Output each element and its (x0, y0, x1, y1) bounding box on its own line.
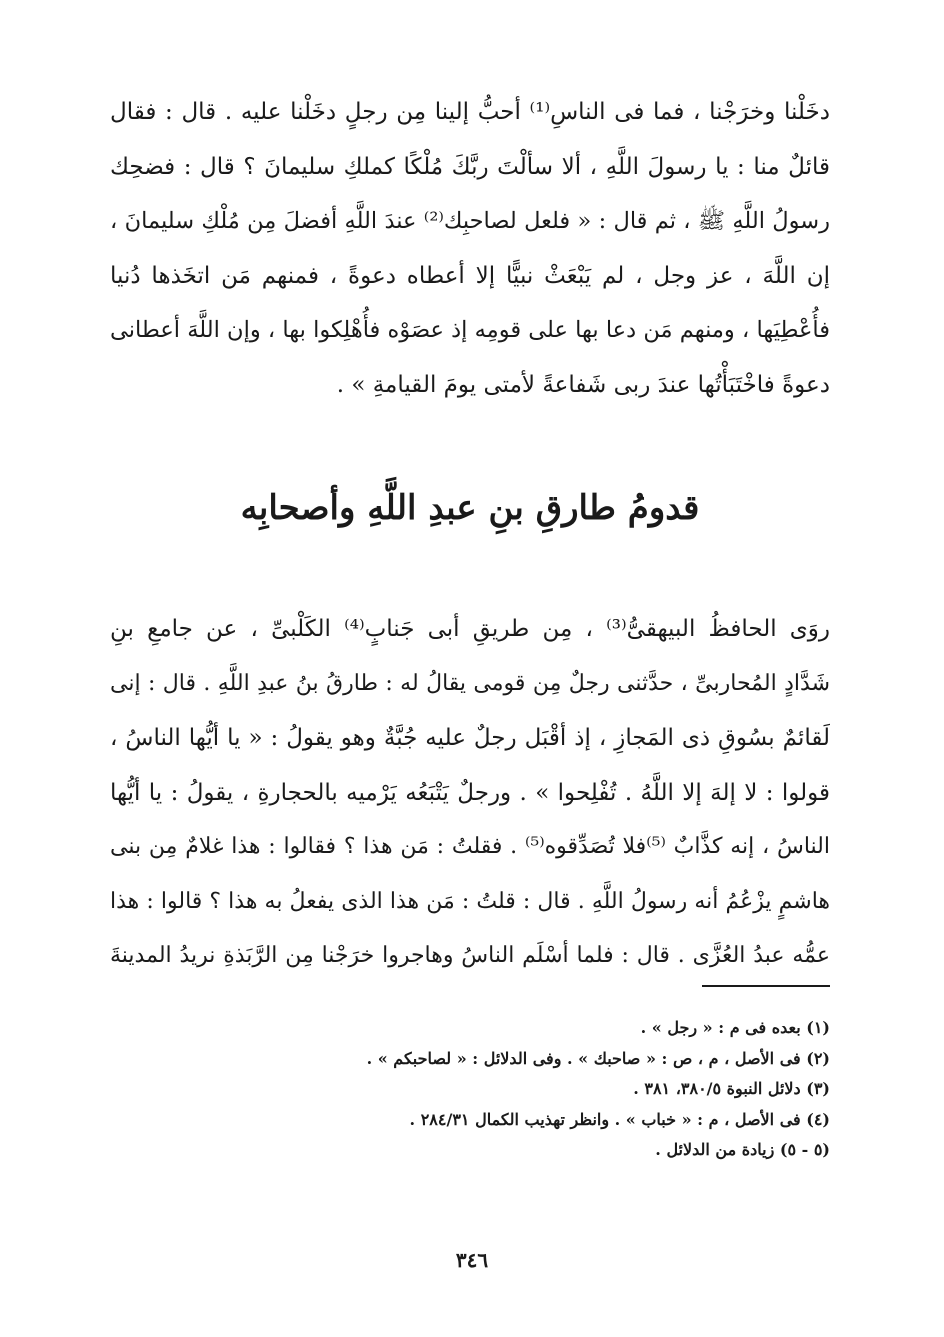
paragraph-bottom (110, 602, 830, 984)
paragraph-top (110, 85, 830, 412)
footnote: (٢) فى الأصل ، م ، ص : « صاحبك » . وفى الدلائل : « لصاحبكم » . (366, 1048, 830, 1068)
footnote-separator (702, 985, 830, 987)
text-line: عمُّه عبدُ العُزَّى . قال : فلما أسْلَم الناسُ وهاجروا خرَجْنا مِن الرَّبَذةِ نريدُ المدينةَ (110, 943, 830, 968)
footnote: (٤) فى الأصل ، م : « خباب » . وانظر تهذيب الكمال ٢٨٤/٣١ . (409, 1109, 830, 1129)
text-line: قولوا : لا إلهَ إلا اللَّهُ . تُفْلِحوا » . ورجلٌ يَتْبَعُه يَرْميه بالحجارةِ ، يقولُ : يا أيُّها (110, 779, 830, 806)
text-line: لَقائمٌ بسُوقِ ذى المَجازِ ، إذ أقْبَل رجلٌ عليه جُبَّةٌ وهو يقولُ : « يا أيُّها الناسُ ، (110, 725, 830, 751)
text-line: دعوةً فاخْتَبَأْتُها عندَ ربى شَفاعةً لأمتى يومَ القيامةِ » . (336, 371, 830, 398)
text-line: إن اللَّهَ ، عز وجل ، لم يَبْعَثْ نبيًّا إلا أعطاه دعوةً ، فمنهم مَن اتخَذها دُنيا (110, 262, 830, 289)
footnotes (300, 1013, 830, 1166)
text-line: فأُعْطِيَها ، ومنهم مَن دعا بها على قومِه إذ عصَوْه فأُهْلِكوا بها ، وإن اللَّهَ أعطانى (110, 317, 830, 343)
section-heading: قدومُ طارقِ بنِ عبدِ اللَّهِ وأصحابِه (240, 488, 700, 528)
page-number: ٣٤٦ (455, 1248, 489, 1272)
text-line: قائلٌ منا : يا رسولَ اللَّهِ ، ألا سألْتَ ربَّكَ مُلْكًا كملكِ سليمانَ ؟ قال : فضحِك (110, 153, 830, 180)
text-line: دخَلْنا وخرَجْنا ، فما فى الناسِ⁽¹⁾ أحبُّ إلينا مِن رجلٍ دخَلْنا عليه . قال : فقال (110, 99, 830, 125)
footnote: (٥ - ٥) زيادة من الدلائل . (655, 1140, 830, 1159)
footnote: (١) بعده فى م : « رجل » . (640, 1018, 830, 1037)
text-line: رسولُ اللَّهِ ﷺ ، ثم قال : « فلعل لصاحبِك⁽²⁾ عندَ اللَّهِ أفضلَ مِن مُلْكِ سليمانَ ، (110, 208, 830, 234)
footnote: (٣) دلائل النبوة ٣٨٠/٥، ٣٨١ . (633, 1079, 830, 1098)
text-line: روَى الحافظُ البيهقىُّ⁽³⁾ ، مِن طريقِ أبى جَنابٍ⁽⁴⁾ الكَلْبىِّ ، عن جامعِ بنِ (110, 616, 830, 642)
text-line: هاشمٍ يزْعُمُ أنه رسولُ اللَّهِ . قال : قلتُ : مَن هذا الذى يفعلُ به هذا ؟ قالوا : هذا (110, 888, 830, 914)
text-line: شَدَّادٍ المُحاربىِّ ، حدَّثنى رجلٌ مِن قومى يقالُ له : طارقُ بنُ عبدِ اللَّهِ . قال : إنى (110, 670, 830, 696)
text-line: الناسُ ، إنه كذَّابٌ ⁽⁵⁾فلا تُصَدِّقوه⁽⁵⁾ . فقلتُ : مَن هذا ؟ فقالوا : هذا غلامٌ مِن بنى (110, 834, 830, 859)
